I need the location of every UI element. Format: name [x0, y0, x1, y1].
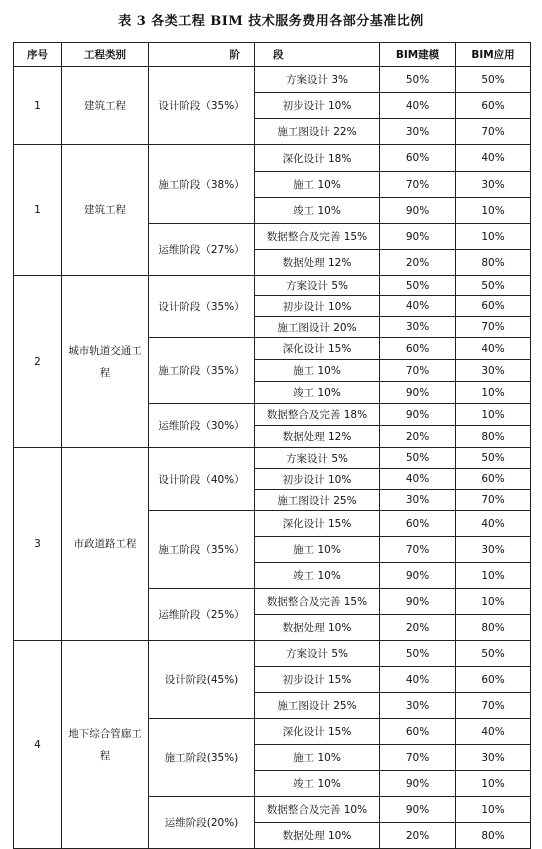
bim-model-cell: 50%	[380, 276, 456, 296]
phase-cell: 施工 10%	[255, 745, 380, 771]
phase-cell: 数据处理 12%	[255, 426, 380, 448]
bim-app-cell: 60%	[456, 469, 531, 490]
row-category: 地下综合管廊工程	[62, 641, 149, 849]
phase-cell: 数据整合及完善 18%	[255, 404, 380, 426]
bim-model-cell: 50%	[380, 641, 456, 667]
bim-model-cell: 40%	[380, 296, 456, 317]
phase-cell: 数据整合及完善 10%	[255, 797, 380, 823]
bim-model-cell: 40%	[380, 93, 456, 119]
phase-cell: 竣工 10%	[255, 771, 380, 797]
bim-model-cell: 60%	[380, 145, 456, 172]
row-category: 城市轨道交通工程	[62, 276, 149, 448]
bim-model-cell: 30%	[380, 490, 456, 511]
bim-app-cell: 10%	[456, 797, 531, 823]
row-category: 建筑工程	[62, 67, 149, 145]
phase-cell: 深化设计 15%	[255, 338, 380, 360]
bim-app-cell: 50%	[456, 67, 531, 93]
bim-model-cell: 90%	[380, 797, 456, 823]
table-row	[14, 276, 531, 296]
bim-model-cell: 90%	[380, 224, 456, 250]
bim-model-cell: 30%	[380, 693, 456, 719]
bim-model-cell: 20%	[380, 426, 456, 448]
table-row	[14, 145, 531, 172]
phase-cell: 竣工 10%	[255, 198, 380, 224]
header-phase: 段	[255, 43, 380, 67]
bim-app-cell: 30%	[456, 172, 531, 198]
stage-cell: 运维阶段（30%）	[149, 404, 255, 448]
stage-cell: 设计阶段（40%）	[149, 448, 255, 511]
bim-app-cell: 70%	[456, 490, 531, 511]
bim-app-cell: 30%	[456, 745, 531, 771]
bim-model-cell: 60%	[380, 511, 456, 537]
bim-app-cell: 40%	[456, 511, 531, 537]
bim-app-cell: 60%	[456, 93, 531, 119]
phase-cell: 方案设计 5%	[255, 276, 380, 296]
phase-cell: 深化设计 15%	[255, 511, 380, 537]
phase-cell: 初步设计 10%	[255, 93, 380, 119]
table-row	[14, 67, 531, 93]
bim-model-cell: 60%	[380, 338, 456, 360]
header-row	[14, 43, 531, 67]
table-row	[14, 641, 531, 667]
row-index: 2	[14, 276, 62, 448]
phase-cell: 竣工 10%	[255, 382, 380, 404]
bim-app-cell: 70%	[456, 693, 531, 719]
bim-model-cell: 40%	[380, 667, 456, 693]
bim-app-cell: 80%	[456, 426, 531, 448]
stage-cell: 施工阶段（38%）	[149, 145, 255, 224]
bim-app-cell: 60%	[456, 296, 531, 317]
row-index: 4	[14, 641, 62, 849]
bim-model-cell: 70%	[380, 537, 456, 563]
stage-cell: 施工阶段(35%)	[149, 719, 255, 797]
row-index: 1	[14, 145, 62, 276]
phase-cell: 数据整合及完善 15%	[255, 224, 380, 250]
header-index: 序号	[14, 43, 62, 67]
stage-cell: 设计阶段（35%）	[149, 67, 255, 145]
bim-model-cell: 50%	[380, 448, 456, 469]
phase-cell: 施工 10%	[255, 360, 380, 382]
row-index: 3	[14, 448, 62, 641]
bim-model-cell: 90%	[380, 404, 456, 426]
bim-model-cell: 20%	[380, 823, 456, 849]
bim-model-cell: 60%	[380, 719, 456, 745]
bim-app-cell: 80%	[456, 823, 531, 849]
bim-model-cell: 90%	[380, 563, 456, 589]
phase-cell: 施工 10%	[255, 172, 380, 198]
bim-app-cell: 60%	[456, 667, 531, 693]
bim-model-cell: 20%	[380, 615, 456, 641]
phase-cell: 数据处理 10%	[255, 615, 380, 641]
bim-app-cell: 10%	[456, 589, 531, 615]
phase-cell: 数据处理 10%	[255, 823, 380, 849]
bim-model-cell: 90%	[380, 382, 456, 404]
bim-app-cell: 10%	[456, 563, 531, 589]
stage-cell: 施工阶段（35%）	[149, 338, 255, 404]
phase-cell: 深化设计 15%	[255, 719, 380, 745]
header-stage: 阶	[149, 43, 255, 67]
phase-cell: 施工图设计 20%	[255, 317, 380, 338]
stage-cell: 运维阶段（27%）	[149, 224, 255, 276]
table-body	[14, 67, 531, 849]
bim-model-cell: 90%	[380, 771, 456, 797]
ratio-table	[13, 42, 531, 849]
phase-cell: 方案设计 3%	[255, 67, 380, 93]
bim-app-cell: 40%	[456, 719, 531, 745]
bim-app-cell: 70%	[456, 317, 531, 338]
bim-model-cell: 90%	[380, 198, 456, 224]
phase-cell: 施工图设计 25%	[255, 693, 380, 719]
bim-app-cell: 30%	[456, 537, 531, 563]
phase-cell: 施工图设计 25%	[255, 490, 380, 511]
bim-model-cell: 70%	[380, 172, 456, 198]
stage-cell: 运维阶段(20%)	[149, 797, 255, 849]
phase-cell: 数据整合及完善 15%	[255, 589, 380, 615]
bim-app-cell: 10%	[456, 224, 531, 250]
bim-model-cell: 30%	[380, 119, 456, 145]
phase-cell: 竣工 10%	[255, 563, 380, 589]
header-bim-model: BIM建模	[380, 43, 456, 67]
stage-cell: 设计阶段(45%)	[149, 641, 255, 719]
bim-app-cell: 30%	[456, 360, 531, 382]
bim-model-cell: 40%	[380, 469, 456, 490]
phase-cell: 深化设计 18%	[255, 145, 380, 172]
bim-app-cell: 50%	[456, 641, 531, 667]
bim-app-cell: 70%	[456, 119, 531, 145]
header-bim-app: BIM应用	[456, 43, 531, 67]
phase-cell: 施工图设计 22%	[255, 119, 380, 145]
header-category: 工程类别	[62, 43, 149, 67]
bim-app-cell: 10%	[456, 771, 531, 797]
row-category: 市政道路工程	[62, 448, 149, 641]
bim-app-cell: 10%	[456, 198, 531, 224]
bim-app-cell: 10%	[456, 404, 531, 426]
bim-model-cell: 20%	[380, 250, 456, 276]
phase-cell: 方案设计 5%	[255, 641, 380, 667]
phase-cell: 初步设计 15%	[255, 667, 380, 693]
phase-cell: 数据处理 12%	[255, 250, 380, 276]
bim-app-cell: 50%	[456, 276, 531, 296]
stage-cell: 运维阶段（25%）	[149, 589, 255, 641]
stage-cell: 设计阶段（35%）	[149, 276, 255, 338]
bim-app-cell: 80%	[456, 250, 531, 276]
bim-app-cell: 40%	[456, 338, 531, 360]
bim-app-cell: 50%	[456, 448, 531, 469]
bim-model-cell: 30%	[380, 317, 456, 338]
phase-cell: 施工 10%	[255, 537, 380, 563]
stage-cell: 施工阶段（35%）	[149, 511, 255, 589]
bim-model-cell: 70%	[380, 745, 456, 771]
bim-app-cell: 80%	[456, 615, 531, 641]
bim-model-cell: 50%	[380, 67, 456, 93]
table-row	[14, 448, 531, 469]
bim-model-cell: 90%	[380, 589, 456, 615]
phase-cell: 方案设计 5%	[255, 448, 380, 469]
row-index: 1	[14, 67, 62, 145]
bim-app-cell: 10%	[456, 382, 531, 404]
table-title: 表 3 各类工程 BIM 技术服务费用各部分基准比例	[118, 14, 424, 29]
bim-model-cell: 70%	[380, 360, 456, 382]
row-category: 建筑工程	[62, 145, 149, 276]
bim-app-cell: 40%	[456, 145, 531, 172]
phase-cell: 初步设计 10%	[255, 469, 380, 490]
phase-cell: 初步设计 10%	[255, 296, 380, 317]
